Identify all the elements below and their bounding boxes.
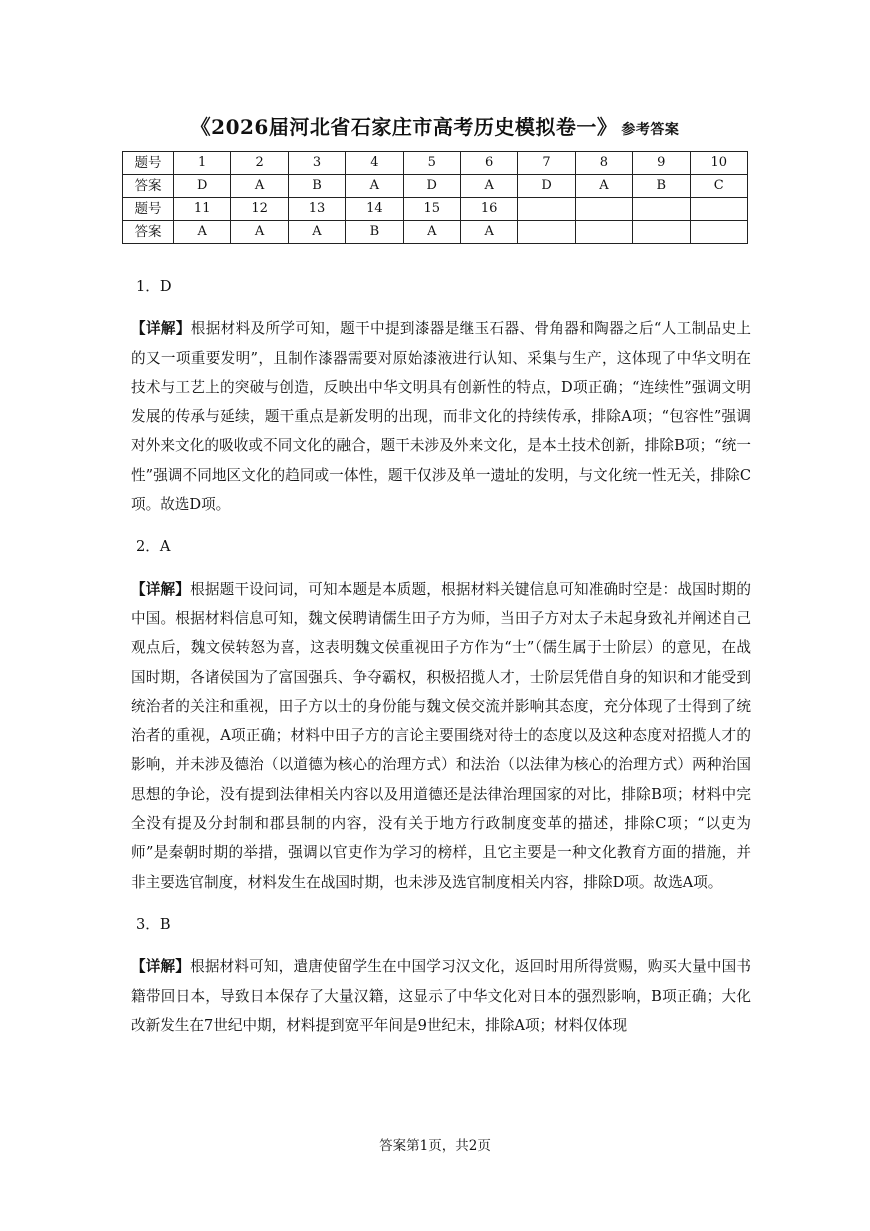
answer-table-cell <box>518 198 575 221</box>
answer-table-cell: 1 <box>174 152 231 175</box>
answer-table-cell: 2 <box>231 152 288 175</box>
explanation-text: 根据材料可知，遣唐使留学生在中国学习汉文化，返回时用所得赏赐，购买大量中国书籍带回日本，导致日本保存了大量汉籍，这显示了中华文化对日本的强烈影响，B项正确；大化改新发生在7世纪中期，材料提到宽平年间是9世纪末，排除A项；材料仅体现 <box>131 958 751 1034</box>
explanation-text: 根据材料及所学可知，题干中提到漆器是继玉石器、骨角器和陶器之后“人工制品史上的又一项重要发明”，且制作漆器需要对原始漆液进行认知、采集与生产，这体现了中华文明在技术与工艺上的突破与创造，反映出中华文明具有创新性的特点，D项正确；“连续性”强调文明发展的传承与延续，题干重点是新发明的出现，而非文化的持续传承，排除A项；“包容性”强调对外来文化的吸收或不同文化的融合，题干未涉及外来文化，是本土技术创新，排除B项；“统一性”强调不同地区文化的趋同或一体性，题干仅涉及单一遗址的发明，与文化统一性无关，排除C项。故选D项。 <box>131 320 751 514</box>
answer-table-row <box>123 198 748 221</box>
answer-table-cell <box>690 221 747 244</box>
answer-table-cell: A <box>231 175 288 198</box>
answer-table-cell: 6 <box>460 152 517 175</box>
answer-table-cell: 13 <box>288 198 345 221</box>
answer-table-cell <box>690 198 747 221</box>
answer-table-cell: B <box>633 175 690 198</box>
answer-table-cell: A <box>460 175 517 198</box>
answer-table-cell: D <box>518 175 575 198</box>
answer-table-cell: 15 <box>403 198 460 221</box>
answer-table-row <box>123 152 748 175</box>
answer-table-cell: A <box>346 175 403 198</box>
question-number-2: 2．A <box>136 538 171 556</box>
answer-table-cell <box>633 198 690 221</box>
explanation-text: 根据题干设问词，可知本题是本质题，根据材料关键信息可知准确时空是：战国时期的中国。根据材料信息可知，魏文侯聘请儒生田子方为师，当田子方对太子未起身致礼并阐述自己观点后，魏文侯转怒为喜，这表明魏文侯重视田子方作为“士”（儒生属于士阶层）的意见，在战国时期，各诸侯国为了富国强兵、争夺霸权，积极招揽人才，士阶层凭借自身的知识和才能受到统治者的关注和重视，田子方以士的身份能与魏文侯交流并影响其态度，充分体现了士得到了统治者的重视，A项正确；材料中田子方的言论主要围绕对待士的态度以及这种态度对招揽人才的影响，并未涉及德治（以道德为核心的治理方式）和法治（以法律为核心的治理方式）两种治国思想的争论，没有提到法律相关内容以及用道德还是法律治理国家的对比，排除B项；材料中完全没有提及分封制和郡县制的内容，没有关于地方行政制度变革的描述，排除C项；“以吏为师”是秦朝时期的举措，强调以官吏作为学习的榜样，且它主要是一种文化教育方面的措施，并非主要选官制度，材料发生在战国时期，也未涉及选官制度相关内容，排除D项。故选A项。 <box>131 580 751 891</box>
answer-table-cell <box>518 221 575 244</box>
answer-table-cell: 16 <box>460 198 517 221</box>
answer-table-cell: A <box>174 221 231 244</box>
answer-table-cell: A <box>288 221 345 244</box>
answer-table-row <box>123 221 748 244</box>
answer-table <box>122 151 748 244</box>
answer-table-cell: 8 <box>575 152 632 175</box>
page-footer: 答案第1页，共2页 <box>379 1138 491 1154</box>
answer-table-row-label: 题号 <box>123 152 174 175</box>
answer-table-cell: B <box>346 221 403 244</box>
answer-table-cell <box>575 221 632 244</box>
answer-table-cell: D <box>403 175 460 198</box>
answer-table-cell: 10 <box>690 152 747 175</box>
explanation-3 <box>131 952 751 1040</box>
answer-table-cell: 11 <box>174 198 231 221</box>
answer-table-cell: 12 <box>231 198 288 221</box>
answer-table-cell: 9 <box>633 152 690 175</box>
answer-table-cell: D <box>174 175 231 198</box>
answer-table-row-label: 答案 <box>123 221 174 244</box>
question-number-3: 3．B <box>136 915 171 933</box>
explanation-2 <box>131 575 751 897</box>
explanation-tag: 【详解】 <box>131 580 191 598</box>
answer-table-cell: C <box>690 175 747 198</box>
answer-table-cell: 4 <box>346 152 403 175</box>
answer-table-row-label: 题号 <box>123 198 174 221</box>
answer-table-row <box>123 175 748 198</box>
answer-table-cell: A <box>403 221 460 244</box>
answer-table-cell <box>633 221 690 244</box>
answer-table-cell: B <box>288 175 345 198</box>
explanations-section <box>131 272 751 1053</box>
explanation-1 <box>131 314 751 519</box>
answer-table-cell <box>575 198 632 221</box>
answer-table-cell: 7 <box>518 152 575 175</box>
title-suffix: 参考答案 <box>621 122 680 138</box>
answer-table-cell: A <box>231 221 288 244</box>
answer-table-cell: A <box>460 221 517 244</box>
answer-table-cell: A <box>575 175 632 198</box>
answer-table-cell: 5 <box>403 152 460 175</box>
answer-table-row-label: 答案 <box>123 175 174 198</box>
explanation-tag: 【详解】 <box>131 958 191 976</box>
question-number-1: 1．D <box>136 278 172 295</box>
explanation-tag: 【详解】 <box>131 320 191 338</box>
answer-table-cell: 14 <box>346 198 403 221</box>
title-main: 《2026届河北省石家庄市高考历史模拟卷一》 <box>190 115 618 139</box>
answer-table-cell: 3 <box>288 152 345 175</box>
document-title <box>0 112 870 145</box>
